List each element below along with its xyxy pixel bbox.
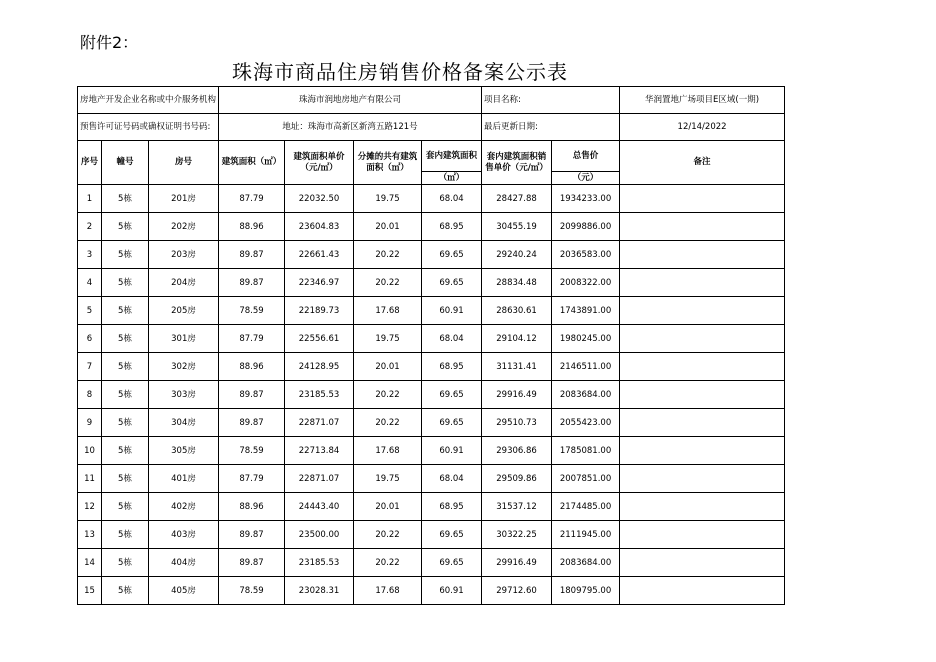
cell-seq: 2 <box>78 213 102 241</box>
cell-unit-price: 23185.53 <box>285 381 354 409</box>
cell-total-price: 2055423.00 <box>552 409 620 437</box>
cell-unit-price: 23604.83 <box>285 213 354 241</box>
cell-building: 5栋 <box>102 437 149 465</box>
cell-unit-price: 22713.84 <box>285 437 354 465</box>
info-row-developer <box>78 87 785 114</box>
cell-total-price: 1743891.00 <box>552 297 620 325</box>
cell-shared-area: 20.22 <box>354 521 422 549</box>
cell-seq: 10 <box>78 437 102 465</box>
cell-inner-price: 29306.86 <box>482 437 552 465</box>
cell-room: 201房 <box>149 185 219 213</box>
cell-area: 78.59 <box>219 297 285 325</box>
cell-remark <box>620 493 785 521</box>
cell-building: 5栋 <box>102 493 149 521</box>
cell-unit-price: 22346.97 <box>285 269 354 297</box>
cell-seq: 5 <box>78 297 102 325</box>
header-inner-price: 套内建筑面积销售单价（元/㎡） <box>482 141 552 185</box>
cell-building: 5栋 <box>102 577 149 605</box>
table-row <box>78 213 785 241</box>
cell-area: 88.96 <box>219 353 285 381</box>
cell-shared-area: 20.01 <box>354 353 422 381</box>
cell-room: 404房 <box>149 549 219 577</box>
cell-unit-price: 22871.07 <box>285 465 354 493</box>
cell-total-price: 1980245.00 <box>552 325 620 353</box>
cell-inner-area: 69.65 <box>422 409 482 437</box>
table-row <box>78 493 785 521</box>
cell-inner-price: 30322.25 <box>482 521 552 549</box>
cell-room: 304房 <box>149 409 219 437</box>
cell-remark <box>620 465 785 493</box>
cell-remark <box>620 409 785 437</box>
cell-inner-area: 60.91 <box>422 297 482 325</box>
cell-inner-price: 28427.88 <box>482 185 552 213</box>
cell-building: 5栋 <box>102 381 149 409</box>
cell-inner-price: 30455.19 <box>482 213 552 241</box>
header-seq: 序号 <box>78 141 102 185</box>
cell-unit-price: 23185.53 <box>285 549 354 577</box>
cell-shared-area: 20.22 <box>354 409 422 437</box>
cell-area: 88.96 <box>219 493 285 521</box>
cell-seq: 15 <box>78 577 102 605</box>
cell-area: 88.96 <box>219 213 285 241</box>
cell-area: 89.87 <box>219 241 285 269</box>
cell-inner-price: 29510.73 <box>482 409 552 437</box>
cell-room: 204房 <box>149 269 219 297</box>
table-row <box>78 577 785 605</box>
cell-inner-price: 29916.49 <box>482 381 552 409</box>
cell-total-price: 2007851.00 <box>552 465 620 493</box>
cell-remark <box>620 325 785 353</box>
cell-building: 5栋 <box>102 521 149 549</box>
cell-remark <box>620 577 785 605</box>
cell-shared-area: 20.22 <box>354 241 422 269</box>
table-row <box>78 241 785 269</box>
project-label: 项目名称: <box>482 87 620 114</box>
permit-label: 预售许可证号码或确权证明书号码: <box>78 114 219 141</box>
header-unit-price: 建筑面积单价（元/㎡） <box>285 141 354 185</box>
cell-unit-price: 22661.43 <box>285 241 354 269</box>
cell-inner-area: 69.65 <box>422 269 482 297</box>
cell-remark <box>620 185 785 213</box>
cell-total-price: 2083684.00 <box>552 381 620 409</box>
cell-total-price: 2099886.00 <box>552 213 620 241</box>
cell-total-price: 2008322.00 <box>552 269 620 297</box>
cell-area: 87.79 <box>219 465 285 493</box>
cell-room: 401房 <box>149 465 219 493</box>
cell-seq: 11 <box>78 465 102 493</box>
header-inner-area: 套内建筑面积 <box>422 141 482 172</box>
update-value: 12/14/2022 <box>620 114 785 141</box>
cell-seq: 8 <box>78 381 102 409</box>
developer-value: 珠海市润地房地产有限公司 <box>219 87 482 114</box>
cell-seq: 6 <box>78 325 102 353</box>
cell-building: 5栋 <box>102 297 149 325</box>
cell-inner-area: 68.95 <box>422 213 482 241</box>
cell-inner-area: 60.91 <box>422 437 482 465</box>
cell-shared-area: 20.01 <box>354 213 422 241</box>
cell-inner-area: 68.04 <box>422 185 482 213</box>
cell-shared-area: 19.75 <box>354 185 422 213</box>
cell-inner-area: 60.91 <box>422 577 482 605</box>
cell-inner-area: 68.04 <box>422 465 482 493</box>
cell-inner-area: 69.65 <box>422 381 482 409</box>
cell-inner-area: 69.65 <box>422 241 482 269</box>
cell-room: 203房 <box>149 241 219 269</box>
cell-area: 78.59 <box>219 577 285 605</box>
cell-total-price: 2083684.00 <box>552 549 620 577</box>
cell-remark <box>620 297 785 325</box>
header-total-price-unit: （元） <box>552 172 620 185</box>
cell-total-price: 2174485.00 <box>552 493 620 521</box>
table-row <box>78 185 785 213</box>
cell-building: 5栋 <box>102 409 149 437</box>
cell-inner-price: 29240.24 <box>482 241 552 269</box>
cell-room: 305房 <box>149 437 219 465</box>
cell-area: 87.79 <box>219 185 285 213</box>
cell-building: 5栋 <box>102 549 149 577</box>
cell-inner-price: 29104.12 <box>482 325 552 353</box>
cell-room: 403房 <box>149 521 219 549</box>
cell-inner-price: 29509.86 <box>482 465 552 493</box>
attachment-label: 附件2： <box>80 33 139 52</box>
cell-shared-area: 17.68 <box>354 577 422 605</box>
header-row <box>78 141 785 172</box>
cell-inner-price: 28834.48 <box>482 269 552 297</box>
header-total-price: 总售价 <box>552 141 620 172</box>
cell-inner-area: 68.95 <box>422 493 482 521</box>
cell-shared-area: 20.22 <box>354 269 422 297</box>
cell-total-price: 2146511.00 <box>552 353 620 381</box>
table-row <box>78 325 785 353</box>
cell-total-price: 2036583.00 <box>552 241 620 269</box>
info-row-permit <box>78 114 785 141</box>
cell-building: 5栋 <box>102 241 149 269</box>
cell-room: 303房 <box>149 381 219 409</box>
cell-area: 89.87 <box>219 269 285 297</box>
cell-building: 5栋 <box>102 325 149 353</box>
header-area: 建筑面积（㎡） <box>219 141 285 185</box>
cell-shared-area: 17.68 <box>354 297 422 325</box>
table-row <box>78 269 785 297</box>
table-row <box>78 409 785 437</box>
cell-shared-area: 19.75 <box>354 325 422 353</box>
cell-unit-price: 23028.31 <box>285 577 354 605</box>
header-room: 房号 <box>149 141 219 185</box>
table-row <box>78 381 785 409</box>
cell-inner-price: 29712.60 <box>482 577 552 605</box>
cell-unit-price: 22871.07 <box>285 409 354 437</box>
header-shared-area: 分摊的共有建筑面积（㎡） <box>354 141 422 185</box>
cell-unit-price: 24443.40 <box>285 493 354 521</box>
cell-inner-price: 31131.41 <box>482 353 552 381</box>
cell-area: 89.87 <box>219 409 285 437</box>
cell-inner-price: 28630.61 <box>482 297 552 325</box>
cell-shared-area: 20.01 <box>354 493 422 521</box>
cell-remark <box>620 437 785 465</box>
cell-remark <box>620 241 785 269</box>
cell-unit-price: 23500.00 <box>285 521 354 549</box>
cell-inner-area: 69.65 <box>422 549 482 577</box>
header-building: 幢号 <box>102 141 149 185</box>
cell-area: 89.87 <box>219 521 285 549</box>
cell-seq: 3 <box>78 241 102 269</box>
cell-building: 5栋 <box>102 353 149 381</box>
table-row <box>78 549 785 577</box>
cell-room: 402房 <box>149 493 219 521</box>
cell-seq: 14 <box>78 549 102 577</box>
price-table <box>77 86 785 605</box>
table-row <box>78 465 785 493</box>
cell-remark <box>620 353 785 381</box>
cell-total-price: 1785081.00 <box>552 437 620 465</box>
update-label: 最后更新日期: <box>482 114 620 141</box>
cell-total-price: 1809795.00 <box>552 577 620 605</box>
cell-inner-area: 68.95 <box>422 353 482 381</box>
table-row <box>78 353 785 381</box>
page-title: 珠海市商品住房销售价格备案公示表 <box>232 60 568 84</box>
cell-shared-area: 19.75 <box>354 465 422 493</box>
cell-building: 5栋 <box>102 465 149 493</box>
table-row <box>78 297 785 325</box>
cell-shared-area: 20.22 <box>354 381 422 409</box>
cell-room: 301房 <box>149 325 219 353</box>
cell-remark <box>620 269 785 297</box>
cell-inner-area: 68.04 <box>422 325 482 353</box>
cell-remark <box>620 549 785 577</box>
cell-room: 205房 <box>149 297 219 325</box>
table-row <box>78 437 785 465</box>
address-value: 地址：珠海市高新区新湾五路121号 <box>219 114 482 141</box>
cell-area: 78.59 <box>219 437 285 465</box>
cell-inner-price: 31537.12 <box>482 493 552 521</box>
header-inner-area-unit: （㎡） <box>422 172 482 185</box>
table-row <box>78 521 785 549</box>
cell-shared-area: 20.22 <box>354 549 422 577</box>
cell-area: 87.79 <box>219 325 285 353</box>
cell-remark <box>620 381 785 409</box>
cell-building: 5栋 <box>102 213 149 241</box>
cell-seq: 7 <box>78 353 102 381</box>
cell-seq: 12 <box>78 493 102 521</box>
cell-building: 5栋 <box>102 185 149 213</box>
cell-room: 302房 <box>149 353 219 381</box>
cell-seq: 9 <box>78 409 102 437</box>
cell-total-price: 2111945.00 <box>552 521 620 549</box>
cell-inner-price: 29916.49 <box>482 549 552 577</box>
cell-remark <box>620 213 785 241</box>
cell-seq: 4 <box>78 269 102 297</box>
developer-label: 房地产开发企业名称或中介服务机构 <box>78 87 219 114</box>
cell-area: 89.87 <box>219 549 285 577</box>
cell-building: 5栋 <box>102 269 149 297</box>
cell-total-price: 1934233.00 <box>552 185 620 213</box>
cell-unit-price: 22032.50 <box>285 185 354 213</box>
project-value: 华润置地广场项目E区域(一期) <box>620 87 785 114</box>
cell-room: 202房 <box>149 213 219 241</box>
cell-unit-price: 22189.73 <box>285 297 354 325</box>
header-remark: 备注 <box>620 141 785 185</box>
cell-seq: 1 <box>78 185 102 213</box>
cell-unit-price: 22556.61 <box>285 325 354 353</box>
cell-room: 405房 <box>149 577 219 605</box>
cell-inner-area: 69.65 <box>422 521 482 549</box>
cell-remark <box>620 521 785 549</box>
cell-seq: 13 <box>78 521 102 549</box>
cell-unit-price: 24128.95 <box>285 353 354 381</box>
cell-shared-area: 17.68 <box>354 437 422 465</box>
cell-area: 89.87 <box>219 381 285 409</box>
